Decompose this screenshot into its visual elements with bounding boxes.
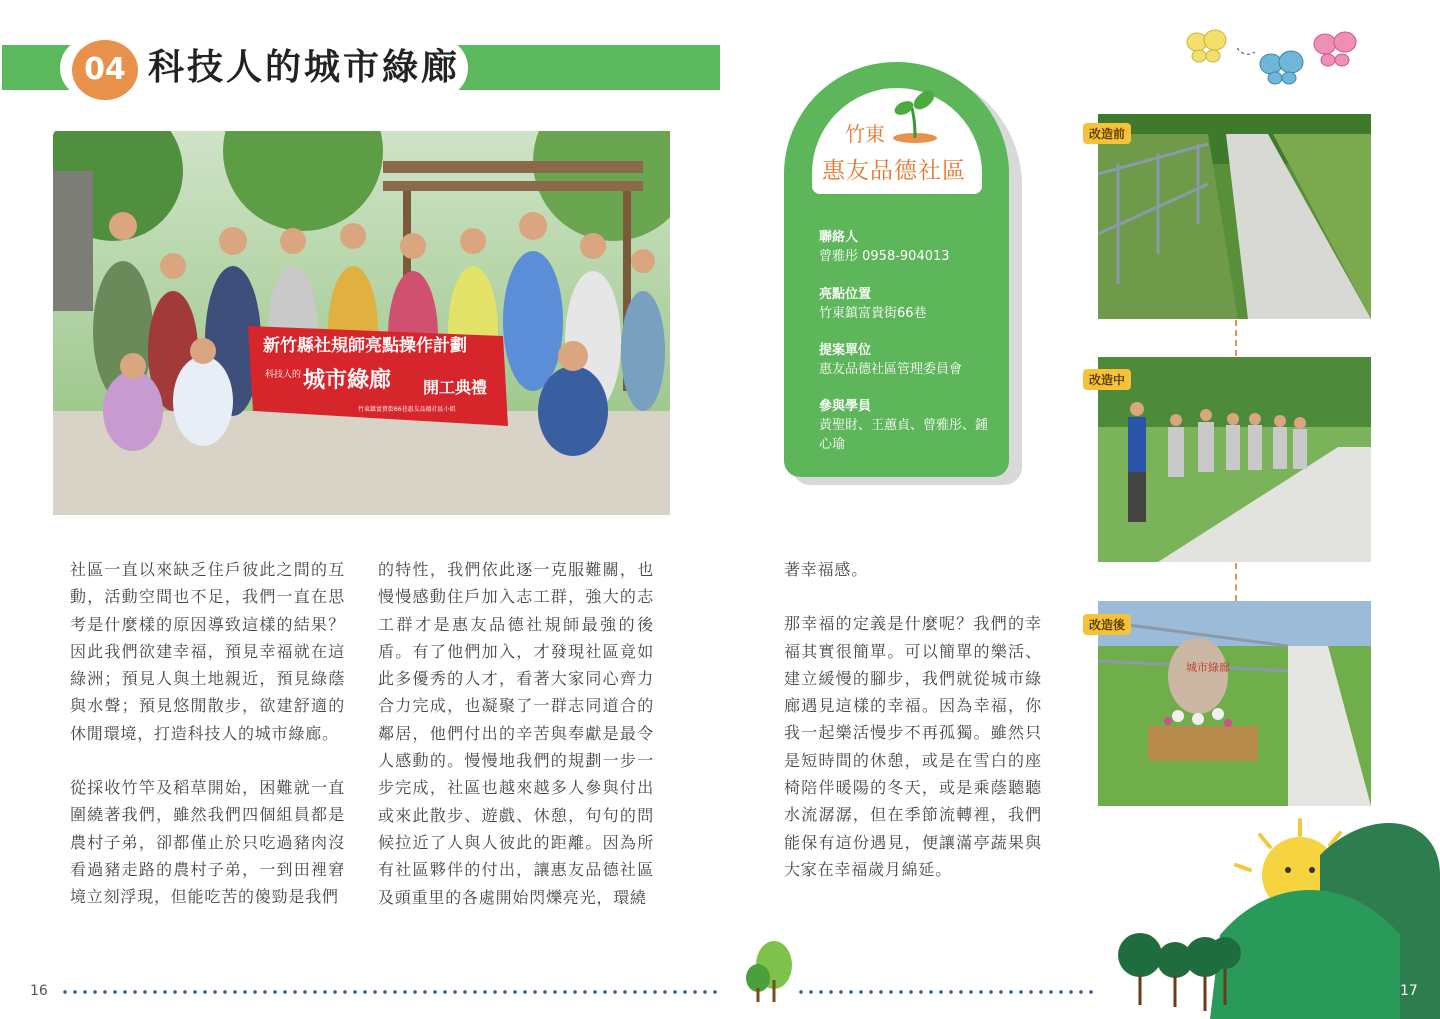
members-value: 黃聖財、王蕙貞、曾雅彤、鍾心瑜 [819, 418, 989, 452]
contact-label: 聯絡人 [819, 230, 859, 245]
banner-line1: 新竹縣社規師亮點操作計劃 [263, 336, 467, 356]
page-number-left: 16 [30, 983, 48, 999]
footer-dots-right [796, 988, 1096, 996]
photo-after [1098, 601, 1371, 806]
tree-icon [1118, 933, 1162, 977]
members-section [819, 397, 989, 454]
contact-section [819, 228, 950, 266]
paragraph: 的特性，我們依此逐一克服難關，也慢慢感動住戶加入志工群，強大的志工群才是惠友品德社規師最強的後盾。有了他們加入，才發現社區竟如此多優秀的人才，看著大家同心齊力合力完成，也凝聚了一群志同道合的鄰居，他們付出的辛苦與奉獻是最令人感動的。慢慢地我們的規劃一步一步完成，社區也越來越多人參與付出或來此散步、遊戲、休憩，句句的問候拉近了人與人彼此的距離。因為所有社區夥伴的付出，讓惠友品德社區及頭重里的各處開始閃爍亮光，環繞 [378, 560, 654, 907]
proposer-label: 提案單位 [819, 343, 872, 358]
banner-footer: 竹東鎮富貴街66巷惠友品德社區小組 [358, 406, 456, 413]
tree-icon [1209, 937, 1241, 969]
banner-big: 城市綠廊 [303, 367, 392, 393]
section-number-badge: 04 [72, 40, 138, 100]
tag-after: 改造後 [1083, 614, 1131, 635]
butterfly-icon [1187, 30, 1226, 62]
connector-line [1235, 320, 1237, 356]
paragraph: 從採收竹竿及稻草開始，困難就一直圍繞著我們，雖然我們四個組員都是農村子弟，卻都僅止於只吃過豬肉沒看過豬走路的農村子弟，一到田裡窘境立刻浮現，但能吃苦的傻勁是我們 [70, 778, 345, 907]
text-column-1 [70, 556, 345, 938]
card-location: 竹東 [845, 122, 885, 146]
site-value: 竹東鎮富貴街66巷 [819, 306, 927, 321]
card-community-name: 惠友品德社區 [822, 158, 966, 184]
tag-during: 改造中 [1083, 369, 1131, 390]
connector-line [1235, 563, 1237, 601]
photo-before [1098, 114, 1371, 319]
hills-decoration [1100, 815, 1440, 1019]
site-section [819, 285, 927, 323]
group-photo [53, 131, 670, 515]
butterflies-decoration [1185, 26, 1365, 90]
sprout-icon [890, 88, 940, 144]
site-label: 亮點位置 [819, 287, 872, 302]
photo-during [1098, 357, 1371, 562]
text-column-2 [378, 556, 654, 938]
page-title: 科技人的城市綠廊 [148, 47, 461, 88]
proposer-section [819, 341, 962, 379]
paragraph: 著幸福感。 [784, 560, 869, 579]
stone-text: 城市綠廊 [1186, 661, 1230, 674]
banner-end: 開工典禮 [423, 378, 488, 397]
text-column-3 [784, 556, 1042, 910]
contact-value: 曾雅彤 0958-904013 [819, 249, 950, 264]
paragraph: 那幸福的定義是什麼呢？我們的幸福其實很簡單。可以簡單的樂活、建立緩慢的腳步，我們就從城市綠廊遇見這樣的幸福。因為幸福，你我一起樂活慢步不再孤獨。雖然只是短時間的休憩，或是在雪白的座椅陪伴暖陽的冬天，或是乘蔭聽聽水流潺潺，但在季節流轉裡，我們能保有這份遇見，便讓滿亭蔬果與大家在幸福歲月綿延。 [784, 614, 1042, 879]
butterfly-icon [1314, 32, 1356, 66]
banner-small: 科技人的 [265, 370, 302, 380]
butterfly-icon [1260, 51, 1303, 84]
page-number-right: 17 [1400, 983, 1418, 999]
paragraph: 社區一直以來缺乏住戶彼此之間的互動，活動空間也不足，我們一直在思考是什麼樣的原因導致這樣的結果？因此我們欲建幸福，預見幸福就在這綠洲；預見人與土地親近，預見綠蔭與水聲；預見悠閒散步，欲建舒適的休閒環境，打造科技人的城市綠廊。 [70, 560, 345, 743]
footer-dots-left [60, 988, 720, 996]
tree-icon [744, 940, 794, 1005]
tag-before: 改造前 [1083, 123, 1131, 144]
proposer-value: 惠友品德社區管理委員會 [819, 362, 963, 377]
members-label: 參與學員 [819, 399, 872, 414]
